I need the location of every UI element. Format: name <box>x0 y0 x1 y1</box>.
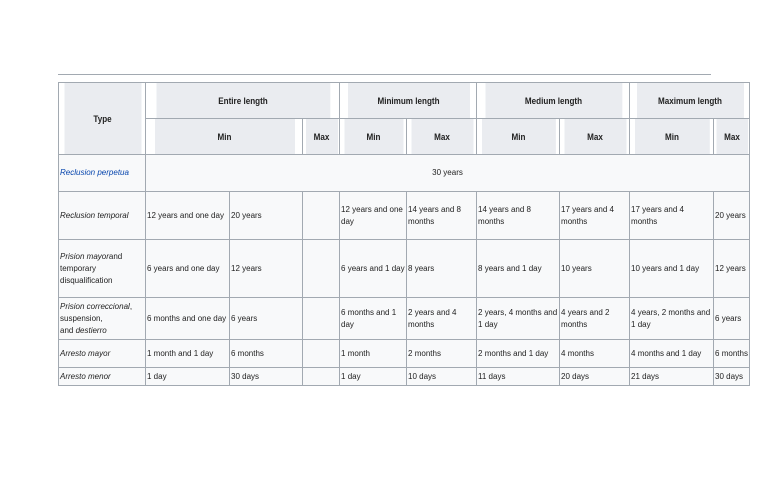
table-cell: 8 years and 1 day <box>477 240 560 298</box>
table-row <box>59 368 750 386</box>
section-divider <box>58 74 711 75</box>
table-row <box>59 240 750 298</box>
table-cell: 20 days <box>560 368 630 386</box>
header-maximum-min: Min <box>634 119 710 155</box>
span-value-cell: 30 years <box>146 155 750 192</box>
table-cell: 30 days <box>714 368 750 386</box>
table-row <box>59 340 750 368</box>
table-cell: 20 years <box>714 192 750 240</box>
header-medium-max: Max <box>563 119 626 155</box>
table-cell: 11 days <box>477 368 560 386</box>
row-type-cell: Arresto mayor <box>59 340 146 368</box>
row-type-cell <box>59 298 146 340</box>
header-minimum-max: Max <box>410 119 473 155</box>
table-row <box>59 155 750 192</box>
table-cell: 4 months and 1 day <box>630 340 714 368</box>
table-cell: 1 month <box>340 340 407 368</box>
row-type-plain: , suspension, <box>60 301 133 323</box>
table-cell: 12 years and one day <box>340 192 407 240</box>
table-cell: 14 years and 8 months <box>477 192 560 240</box>
table-cell: 4 years, 2 months and 1 day <box>630 298 714 340</box>
table-cell: 8 years <box>407 240 477 298</box>
row-type-cell: Arresto menor <box>59 368 146 386</box>
table-cell: 30 days <box>230 368 303 386</box>
header-row-sub <box>59 119 750 155</box>
table-cell: 4 years and 2 months <box>560 298 630 340</box>
table-cell <box>303 340 340 368</box>
penalties-table <box>58 82 750 386</box>
table-cell: 1 day <box>146 368 230 386</box>
row-type-italic: Prision mayor <box>60 251 109 261</box>
header-maximum-length: Maximum length <box>636 83 744 119</box>
table-cell: 12 years <box>714 240 750 298</box>
table-cell: 6 years <box>714 298 750 340</box>
table-cell: 21 days <box>630 368 714 386</box>
header-entire-length: Entire length <box>155 83 330 119</box>
header-entire-max: Max <box>304 119 337 155</box>
table-cell: 2 years and 4 months <box>407 298 477 340</box>
table-cell: 12 years <box>230 240 303 298</box>
table-cell: 6 years and one day <box>146 240 230 298</box>
table-cell: 10 years <box>560 240 630 298</box>
table-cell: 2 months and 1 day <box>477 340 560 368</box>
table-cell: 6 months <box>714 340 750 368</box>
header-row-groups <box>59 83 750 119</box>
row-type-italic: Prision correccional <box>60 301 130 311</box>
header-maximum-max: Max <box>715 119 747 155</box>
header-minimum-length: Minimum length <box>346 83 469 119</box>
reclusion-perpetua-link[interactable]: Reclusion perpetua <box>60 168 129 177</box>
table-cell: 6 months and 1 day <box>340 298 407 340</box>
row-type-italic: destierro <box>75 325 107 335</box>
table-cell <box>303 298 340 340</box>
table-cell: 10 years and 1 day <box>630 240 714 298</box>
table-cell: 10 days <box>407 368 477 386</box>
table-cell <box>303 368 340 386</box>
table-row <box>59 192 750 240</box>
table-cell: 2 months <box>407 340 477 368</box>
table-cell: 6 months <box>230 340 303 368</box>
row-type-cell: Reclusion temporal <box>59 192 146 240</box>
table-cell: 6 years and 1 day <box>340 240 407 298</box>
table-cell: 2 years, 4 months and 1 day <box>477 298 560 340</box>
header-minimum-min: Min <box>343 119 403 155</box>
table-cell: 6 years <box>230 298 303 340</box>
table-cell: 6 months and one day <box>146 298 230 340</box>
table-cell: 1 day <box>340 368 407 386</box>
table-cell <box>303 240 340 298</box>
header-medium-length: Medium length <box>484 83 622 119</box>
table-cell <box>303 192 340 240</box>
table-cell: 20 years <box>230 192 303 240</box>
header-type: Type <box>63 83 141 155</box>
table-row <box>59 298 750 340</box>
header-entire-min: Min <box>153 119 294 155</box>
table-cell: 14 years and 8 months <box>407 192 477 240</box>
table-cell: 17 years and 4 months <box>560 192 630 240</box>
row-type-cell <box>59 240 146 298</box>
row-type-cell <box>59 155 146 192</box>
row-type-plain: and <box>60 325 76 335</box>
table-cell: 17 years and 4 months <box>630 192 714 240</box>
row-type-plain: and temporary disqualification <box>60 251 123 285</box>
header-medium-min: Min <box>481 119 556 155</box>
table-cell: 1 month and 1 day <box>146 340 230 368</box>
table-cell: 12 years and one day <box>146 192 230 240</box>
table-cell: 4 months <box>560 340 630 368</box>
